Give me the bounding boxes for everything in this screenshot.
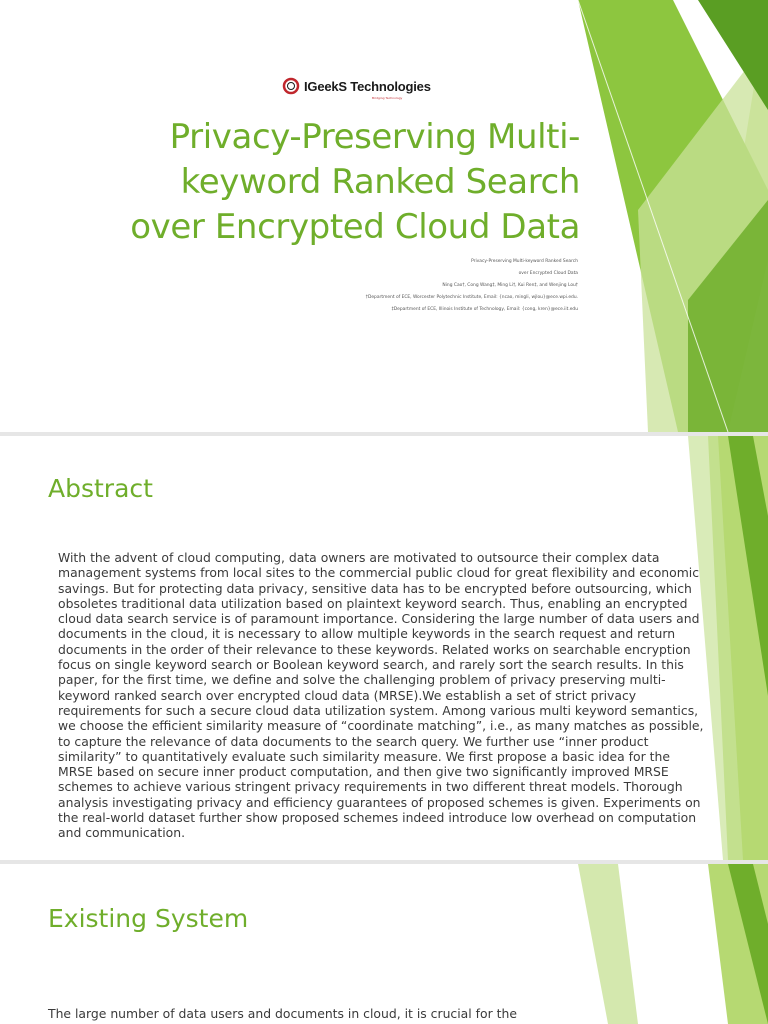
meta-line: ‡Department of ECE, Illinois Institute of Technology, Email: {cong, kren}@ece.iit.edu <box>391 307 578 312</box>
abstract-slide <box>0 436 768 860</box>
meta-line: Privacy-Preserving Multi-keyword Ranked Search <box>471 259 578 264</box>
title-line: keyword Ranked Search <box>180 162 580 202</box>
igeeks-ring-logo-icon <box>282 77 300 95</box>
section-heading: Existing System <box>48 904 249 933</box>
meta-line: †Department of ECE, Worcester Polytechnic Institute, Email: {ncao, mingli, wjlou}@ece.wpi.edu. <box>365 295 578 300</box>
green-triangle-decoration <box>578 864 768 1024</box>
logo-text: IGeekS Technologies <box>304 78 431 94</box>
meta-line: Ning Cao†, Cong Wang‡, Ming Li†, Kui Ren‡, and Wenjing Lou† <box>442 283 578 288</box>
paper-metadata <box>250 256 578 316</box>
title-line: Privacy-Preserving Multi- <box>169 117 580 157</box>
green-triangle-decoration <box>578 0 768 432</box>
meta-line: over Encrypted Cloud Data <box>518 271 578 276</box>
existing-system-slide <box>0 864 768 1024</box>
title-slide <box>0 0 768 432</box>
logo-tagline: Bridging Technology <box>372 96 403 100</box>
abstract-body: With the advent of cloud computing, data owners are motivated to outsource their complex data management systems from local sites to the commercial public cloud for great flexibility and economic savings. But for protecting data privacy, sensitive data has to be encrypted before outsourcing, which obsoletes traditional data utilization based on plaintext keyword search. Thus, enabling an encrypted cloud data search service is of paramount importance. Considering the large number of data users and documents in the cloud, it is necessary to allow multiple keywords in the search request and return documents in the order of their relevance to these keywords. Related works on searchable encryption focus on single keyword search or Boolean keyword search, and rarely sort the search results. In this paper, for the first time, we define and solve the challenging problem of privacy preserving multi-keyword ranked search over encrypted cloud data (MRSE).We establish a set of strict privacy requirements for such a secure cloud data utilization system. Among various multi keyword semantics, we choose the efficient similarity measure of “coordinate matching”, i.e., as many matches as possible, to capture the relevance of data documents to the search query. We further use “inner product similarity” to quantitatively evaluate such similarity measure. We first propose a basic idea for the MRSE based on secure inner product computation, and then give two significantly improved MRSE schemes to achieve various stringent privacy requirements in two different threat models. Thorough analysis investigating privacy and efficiency guarantees of proposed schemes is given. Experiments on the real-world dataset further show proposed schemes indeed introduce low overhead on computation and communication. <box>58 550 704 841</box>
existing-system-body: The large number of data users and documents in cloud, it is crucial for the <box>48 1006 517 1021</box>
slide-title <box>90 115 580 250</box>
company-logo <box>282 77 431 95</box>
section-heading: Abstract <box>48 474 153 503</box>
title-line: over Encrypted Cloud Data <box>130 207 580 247</box>
